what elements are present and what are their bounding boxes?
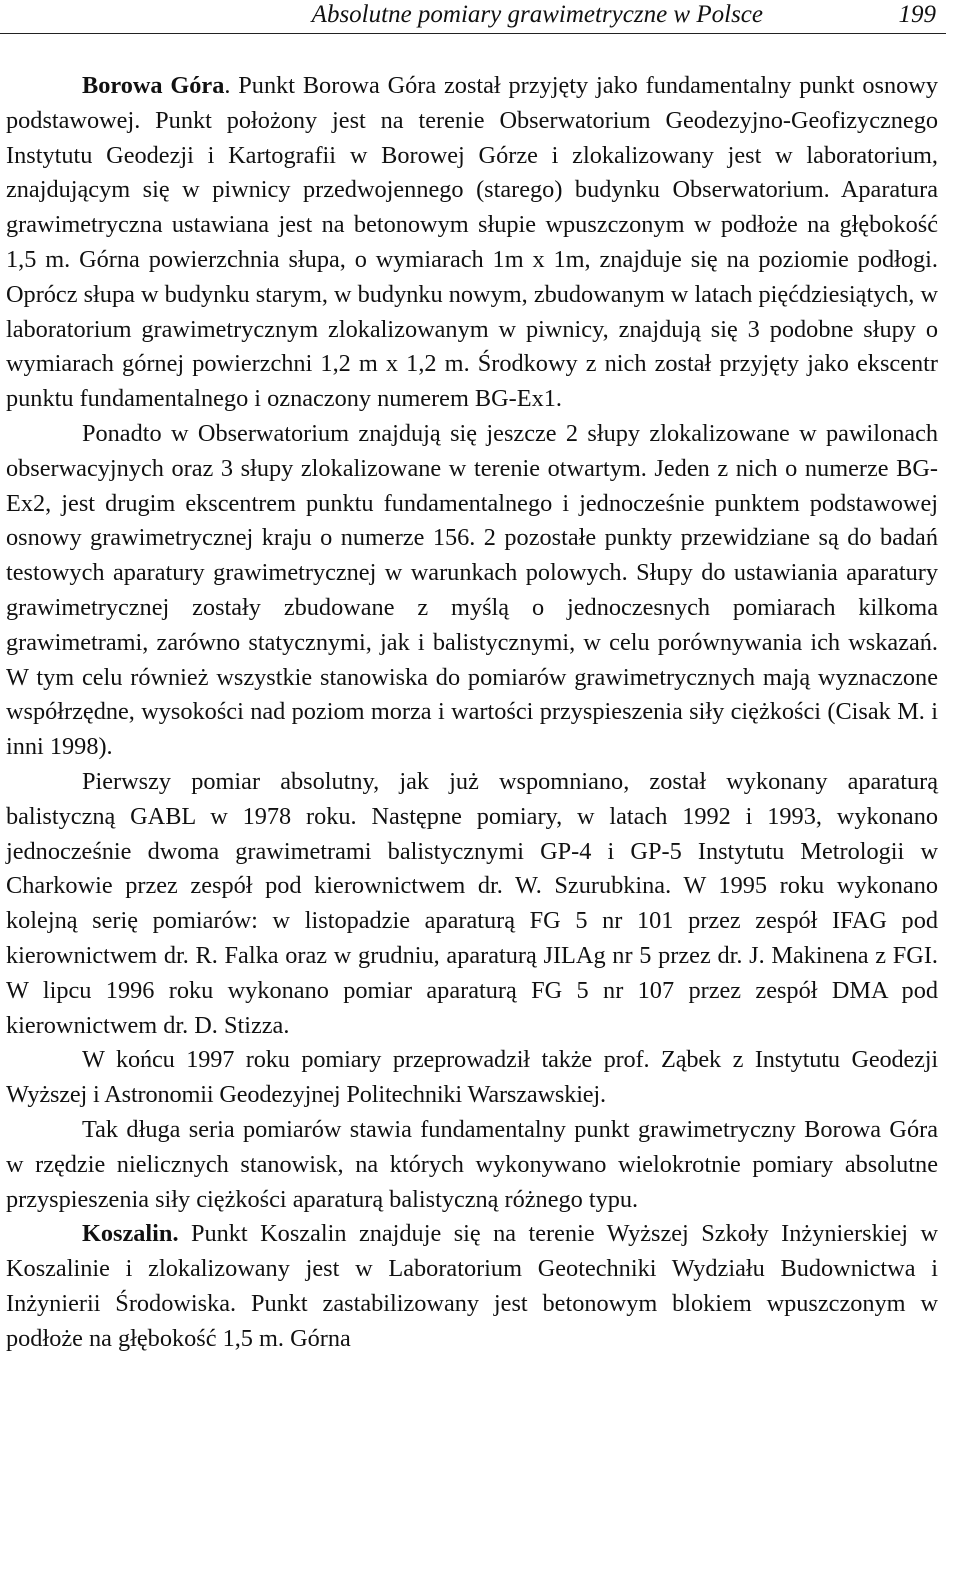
paragraph-text: W końcu 1997 roku pomiary przeprowadził także prof. Ząbek z Instytutu Geodezji Wyższej i Astronomii Geodezyjnej Politechniki Warszawskiej.	[6, 1046, 938, 1109]
paragraph-text: . Punkt Borowa Góra został przyjęty jako fundamentalny punkt osnowy podstawowej. Punkt położony jest na terenie Obserwatorium Geodezyjno-Geofizycznego Instytutu Geodezji i Kartografii w Borowej Górze i zlokalizowany jest w laboratorium, znajdującym się w piwnicy przedwojennego (starego) budynku Obserwatorium. Aparatura grawimetryczna ustawiana jest na betonowym słupie wpuszczonym w podłoże na głębokość 1,5 m. Górna powierzchnia słupa, o wymiarach 1m x 1m, znajduje się na poziomie podłogi. Oprócz słupa w budynku starym, w budynku nowym, zbudowanym w latach pięćdziesiątych, w laboratorium grawimetrycznym zlokalizowanym w piwnicy, znajdują się 3 podobne słupy o wymiarach górnej powierzchni 1,2 m x 1,2 m. Środkowy z nich został przyjęty jako ekscentr punktu fundamentalnego i oznaczony numerem BG-Ex1.	[6, 72, 938, 413]
paragraph-text: Pierwszy pomiar absolutny, jak już wspomniano, został wykonany aparaturą balistyczną GABL w 1978 roku. Następne pomiary, w latach 1992 i 1993, wykonano jednocześnie dwoma grawimetrami balistycznymi GP-4 i GP-5 Instytutu Metrologii w Charkowie przez zespół pod kierownictwem dr. W. Szurubkina. W 1995 roku wykonano kolejną serię pomiarów: w listopadzie aparaturą FG 5 nr 101 przez zespół IFAG pod kierownictwem dr. R. Falka oraz w grudniu, aparaturą JILAg nr 5 przez dr. J. Makinena z FGI. W lipcu 1996 roku wykonano pomiar aparaturą FG 5 nr 107 przez zespół DMA pod kierownictwem dr. D. Stizza.	[6, 767, 938, 1039]
paragraph-lead-koszalin: Koszalin.	[82, 1220, 179, 1248]
paragraph-lead-borowa-gora: Borowa Góra	[82, 72, 225, 99]
paragraph-borowa-gora	[6, 69, 938, 417]
paragraph-koszalin	[6, 1217, 938, 1356]
paragraph-text: Punkt Koszalin znajduje się na terenie Wyższej Szkoły Inżynierskiej w Koszalinie i zlokalizowany jest w Laboratorium Geotechniki Wydziału Budownictwa i Inżynierii Środowiska. Punkt zastabilizowany jest betonowym blokiem wpuszczonym w podłoże na głębokość 1,5 m. Górna	[6, 1220, 938, 1352]
paragraph-text: Ponadto w Obserwatorium znajdują się jeszcze 2 słupy zlokalizowane w pawilonach obserwacyjnych oraz 3 słupy zlokalizowane w terenie otwartym. Jeden z nich o numerze BG-Ex2, jest drugim ekscentrem punktu fundamentalnego i jednocześnie punktem podstawowej osnowy grawimetrycznej kraju o numerze 156. 2 pozostałe punkty przewidziane są do badań testowych aparatury grawimetrycznej w warunkach polowych. Słupy do ustawiania aparatury grawimetrycznej zostały zbudowane z myślą o jednoczesnych pomiarach kilkoma grawimetrami, zarówno statycznymi, jak i balistycznymi, w celu porównywania ich wskazań. W tym celu również wszystkie stanowiska do pomiarów grawimetrycznych mają wyznaczone współrzędne, wysokości nad poziom morza i wartości przyspieszenia siły ciężkości (Cisak M. i inni 1998).	[6, 419, 938, 761]
running-header-title: Absolutne pomiary grawimetryczne w Polsce	[311, 1, 763, 28]
running-header	[0, 0, 946, 34]
paragraph-pomiary-absolutne	[6, 765, 938, 1043]
paragraph-dluga-seria	[6, 1113, 938, 1217]
paragraph-text: Tak długa seria pomiarów stawia fundamentalny punkt grawimetryczny Borowa Góra w rzędzie nielicznych stanowisk, na których wykonywano wielokrotnie pomiary absolutne przyspieszenia siły ciężkości aparaturą balistyczną różnego typu.	[6, 1115, 938, 1213]
page-number: 199	[898, 1, 936, 28]
body-text	[6, 69, 938, 1356]
paragraph-obserwatorium-slupy	[6, 417, 938, 765]
paragraph-zabek-1997	[6, 1043, 938, 1113]
